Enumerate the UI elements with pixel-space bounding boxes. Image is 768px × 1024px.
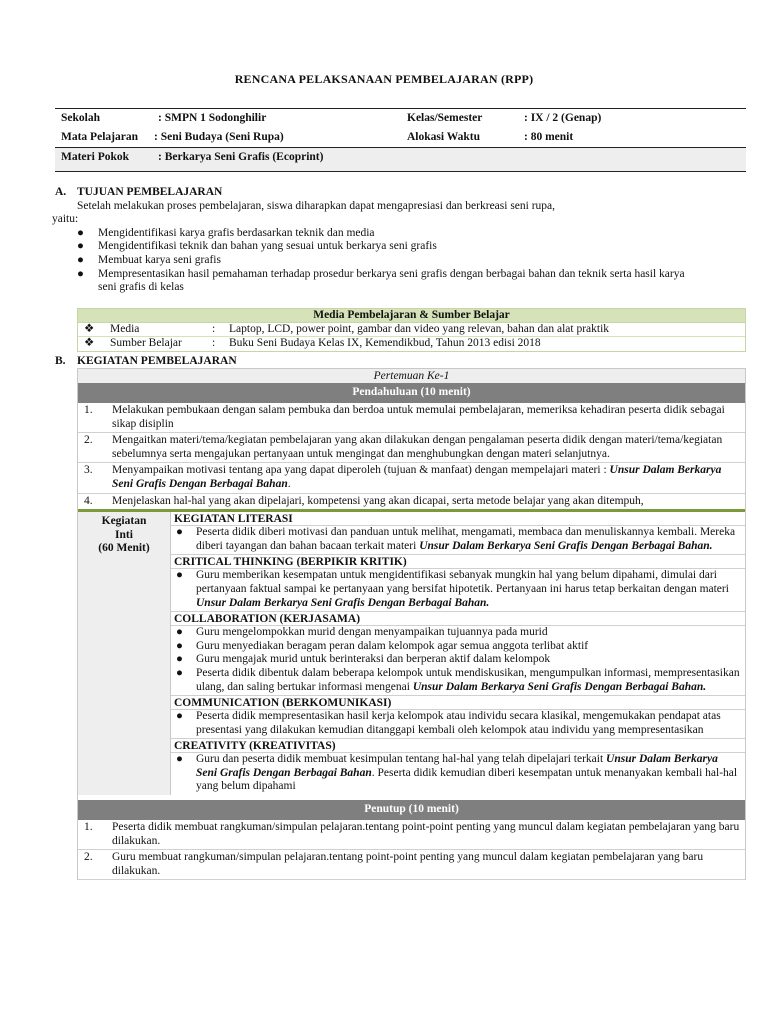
intro-item: 3. Menyampaikan motivasi tentang apa yang dapat diperoleh (tujuan & manfaat) dengan mempelajari materi : Unsur Dalam Berkarya Seni Grafis Dengan Berbagai Bahan. [78,463,745,493]
collab-item: ● Guru mengajak murid untuk berinteraksi dan berperan aktif dalam kelompok [176,653,551,666]
bullet-icon: ● [176,753,183,766]
diamond-bullet-icon: ❖ [84,337,95,349]
header-info-table [55,108,746,172]
section-b-title: KEGIATAN PEMBELAJARAN [77,355,237,367]
core-activity-details [171,512,745,795]
source-row-label: Sumber Belajar [110,337,182,349]
section-b-heading [55,355,237,369]
info-row-school [55,109,746,128]
meeting-label: Pertemuan Ke-1 [78,368,745,383]
critical-item: ● Guru memberikan kesempatan untuk mengidentifikasi sebanyak mungkin hal yang belum dipahami, dimulai dari pertanyaan faktual sampai ke pertanyaan yang bersifat hipotetik. Pertanyaan ini harus tetap berkaitan dengan materi Unsur Dalam Berkarya Seni Grafis Dengan Berbagai Bahan. [176,569,729,609]
intro-item: 1. Melakukan pembukaan dengan salam pembuka dan berdoa untuk memulai pembelajaran, memeriksa kehadiran peserta didik sebagai sikap disiplin [78,403,745,433]
bullet-icon: ● [176,526,183,539]
intro-phase-header: Pendahuluan (10 menit) [78,383,745,403]
intro-item: 4. Menjelaskan hal-hal yang akan dipelajari, kompetensi yang akan dicapai, serta metode belajar yang akan ditempuh, [78,494,745,513]
objectives-intro: Setelah melakukan proses pembelajaran, siswa diharapkan dapat mengapresiasi dan berkreasi seni rupa, [77,199,556,212]
section-b-label: B. [55,355,66,367]
bullet-icon: ● [176,653,183,666]
diamond-bullet-icon: ❖ [84,323,95,335]
topic-value: : Berkarya Seni Grafis (Ecoprint) [158,151,324,163]
closing-item: 1. Peserta didik membuat rangkuman/simpulan pelajaran.tentang point-point penting yang muncul dalam kegiatan pembelajaran yang baru dilakukan. [78,820,745,850]
collab-item: ● Peserta didik dibentuk dalam beberapa kelompok untuk mendiskusikan, mengumpulkan informasi, mempresentasikan ulang, dan saling bertukar informasi mengenai Unsur Dalam Berkarya Seni Grafis Dengan Berbagai Bahan. [176,666,740,693]
source-row-value: Buku Seni Budaya Kelas IX, Kemendikbud, Tahun 2013 edisi 2018 [229,337,541,349]
media-sources-table [77,308,746,352]
literacy-heading: KEGIATAN LITERASI [171,512,745,526]
bullet-icon: ● [176,639,183,652]
communication-heading: COMMUNICATION (BERKOMUNIKASI) [171,696,745,710]
section-a-title: TUJUAN PEMBELAJARAN [77,186,223,198]
section-a-label: A. [55,186,67,198]
bullet-icon: ● [77,226,84,239]
bullet-icon: ● [77,240,84,253]
intro-item: 2. Mengaitkan materi/tema/kegiatan pembelajaran yang akan dilakukan dengan pengalaman peserta didik dengan materi/tema/kegiatan sebelumnya serta mengajukan pertanyaan untuk mengingat dan menghubungkan dengan materi selanjutnya. [78,433,745,463]
objective-item: ● Mengidentifikasi teknik dan bahan yang sesuai untuk berkarya seni grafis [77,240,437,253]
closing-items [78,820,745,880]
objective-item: ● Mengidentifikasi karya grafis berdasarkan teknik dan media [77,226,375,239]
section-learning-objectives [52,186,755,295]
info-row-topic [55,147,746,171]
bullet-icon: ● [176,569,183,582]
collaboration-heading: COLLABORATION (KERJASAMA) [171,612,745,626]
literacy-item: ● Peserta didik diberi motivasi dan panduan untuk melihat, mengamati, membaca dan menuliskannya kembali. Mereka diberi tayangan dan bahan bacaan terkait materi Unsur Dalam Berkarya Seni Grafis Dengan Berbagai Bahan. [176,526,736,552]
critical-thinking-content [171,569,745,612]
source-row-sep: : [212,337,216,349]
collab-item: ● Guru menyediakan beragam peran dalam kelompok agar semua anggota terlibat aktif [176,639,589,652]
school-value: : SMPN 1 Sodonghilir [158,112,267,124]
activities-table [77,368,746,880]
collab-item: ● Guru mengelompokkan murid dengan menyampaikan tujuannya pada murid [176,626,548,639]
document-title: RENCANA PELAKSANAAN PEMBELAJARAN (RPP) [234,72,534,86]
bullet-icon: ● [77,253,84,266]
class-label: Kelas/Semester [407,112,483,124]
bullet-icon: ● [176,626,183,639]
subject-value: : Seni Budaya (Seni Rupa) [154,131,284,143]
subject-label: Mata Pelajaran [61,131,138,143]
school-label: Sekolah [61,112,100,124]
time-label: Alokasi Waktu [407,131,480,143]
communication-content [171,710,745,739]
source-row [78,337,745,351]
info-row-subject [55,128,746,147]
media-table-header: Media Pembelajaran & Sumber Belajar [78,309,745,323]
bullet-icon: ● [176,666,183,679]
critical-thinking-heading: CRITICAL THINKING (BERPIKIR KRITIK) [171,555,745,569]
time-value: : 80 menit [524,131,574,143]
communication-item: ● Peserta didik mempresentasikan hasil kerja kelompok atau individu secara klasikal, mengemukakan pendapat atas presentasi yang dilakukan kemudian ditanggapi kembali oleh kelompok atau individu yang mempresentasikan [176,710,721,736]
literacy-content [171,526,745,555]
objective-item: ● Membuat karya seni grafis [77,253,221,266]
media-row-sep: : [212,323,216,335]
class-value: : IX / 2 (Genap) [524,112,602,124]
collaboration-content [171,626,745,696]
closing-phase-header: Penutup (10 menit) [78,800,745,820]
creativity-heading: CREATIVITY (KREATIVITAS) [171,739,745,753]
creativity-item: ● Guru dan peserta didik membuat kesimpulan tentang hal-hal yang telah dipelajari terkait Unsur Dalam Berkarya Seni Grafis Dengan Berbagai Bahan. Peserta didik kemudian diberi kesempatan untuk menanyakan kembali hal-hal yang belum dipahami [176,753,738,793]
objective-item: ● Mempresentasikan hasil pemahaman terhadap prosedur berkarya seni grafis dengan berbagai bahan dan teknik serta hasil karya seni grafis di kelas [77,267,685,294]
bullet-icon: ● [77,267,84,280]
core-activity-label: Kegiatan Inti (60 Menit) [78,512,171,795]
section-a-heading [55,186,755,200]
bullet-icon: ● [176,710,183,723]
media-row-value: Laptop, LCD, power point, gambar dan video yang relevan, bahan dan alat praktik [229,323,610,335]
core-activity-block [78,512,745,795]
media-row [78,323,745,337]
creativity-content [171,753,745,795]
closing-item: 2. Guru membuat rangkuman/simpulan pelajaran.tentang point-point penting yang muncul dalam kegiatan pembelajaran yang baru dilakukan. [78,850,745,880]
objectives-intro-cont: yaitu: [52,213,79,226]
media-row-label: Media [110,323,140,335]
topic-label: Materi Pokok [61,151,130,163]
